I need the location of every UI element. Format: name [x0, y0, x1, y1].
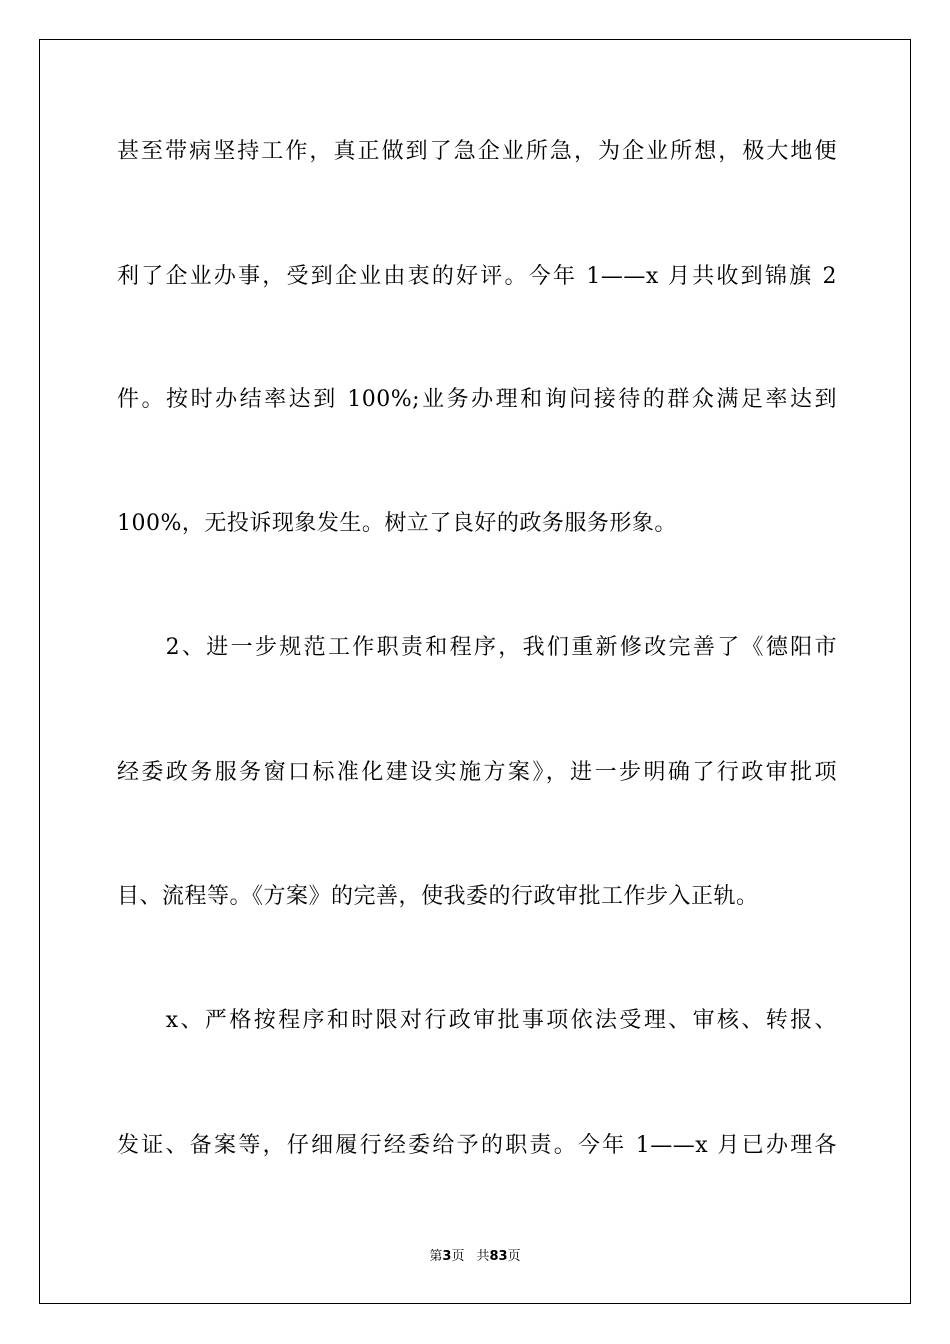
- text-line-7: 目、流程等。《方案》的完善，使我委的行政审批工作步入正轨。: [117, 884, 759, 909]
- text-line-5: 2、进一步规范工作职责和程序，我们重新修改完善了《德阳市: [117, 635, 837, 660]
- text-line-3: 件。按时办结率达到 100%;业务办理和询问接待的群众满足率达到: [117, 387, 837, 412]
- text-line-2: 利了企业办事，受到企业由衷的好评。今年 1——x 月共收到锦旗 2: [117, 264, 837, 289]
- text-line-8: x、严格按程序和时限对行政审批事项依法受理、审核、转报、: [117, 1008, 837, 1033]
- total-prefix: 共: [476, 1249, 490, 1264]
- total-suffix: 页: [507, 1249, 521, 1264]
- current-page-number: 3: [442, 1249, 452, 1264]
- page-suffix: 页: [451, 1249, 465, 1264]
- text-line-9: 发证、备案等，仔细履行经委给予的职责。今年 1——x 月已办理各: [117, 1133, 837, 1158]
- text-line-4: 100%，无投诉现象发生。树立了良好的政务服务形象。: [117, 511, 677, 536]
- page-footer: [0, 1248, 950, 1266]
- text-line-6: 经委政务服务窗口标准化建设实施方案》，进一步明确了行政审批项: [117, 760, 837, 785]
- page-prefix: 第: [429, 1249, 443, 1264]
- total-pages-number: 83: [489, 1249, 508, 1264]
- text-line-1: 甚至带病坚持工作，真正做到了急企业所急，为企业所想，极大地便: [117, 139, 837, 164]
- page-border: [39, 39, 911, 1304]
